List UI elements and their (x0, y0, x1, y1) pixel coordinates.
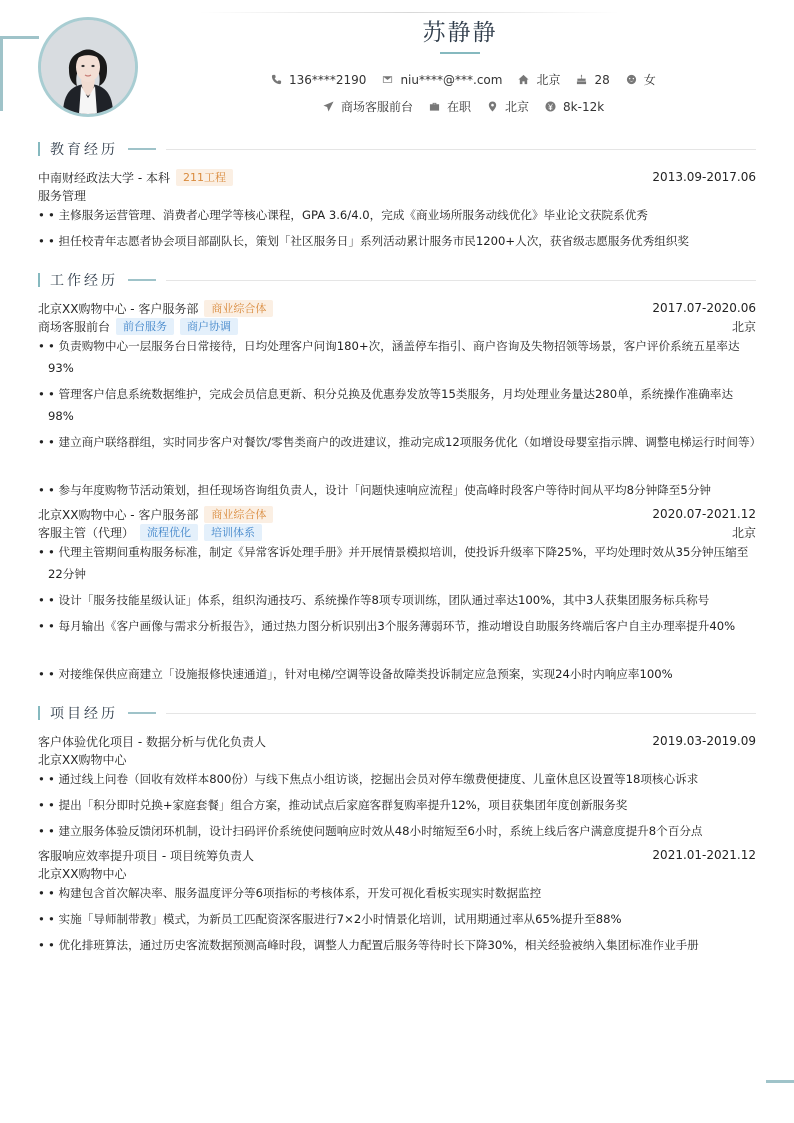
position-text: 商场客服前台 (341, 100, 414, 114)
project-bullet: • • 实施「导师制带教」模式，为新员工匹配资深客服进行7×2小时情景化培训，试用期通过率从65%提升至88% (38, 912, 622, 926)
job-bullet: • • 建立商户联络群组，实时同步客户对餐饮/零售类商户的改进建议，推动完成12项服务优化（如增设母婴室指示牌、调整电梯运行时间等） (38, 435, 762, 449)
section-accent (128, 712, 156, 714)
phone-item (271, 73, 366, 87)
job-role-row (38, 317, 756, 335)
project-title-row (38, 846, 756, 864)
job-intent-row (323, 98, 604, 115)
section-title: 工作经历 (50, 273, 118, 289)
job-bullet: • • 管理客户信息系统数据维护，完成会员信息更新、积分兑换及优惠券发放等15类服务，月均处理业务量达280单，系统操作准确率达98% (38, 387, 734, 423)
section-divider (166, 280, 756, 281)
section-title: 项目经历 (50, 706, 118, 722)
job-role: 客服主管（代理） (38, 525, 135, 540)
project-section-header (38, 704, 756, 722)
major: 服务管理 (38, 188, 87, 203)
home-icon (518, 74, 529, 85)
job-location: 北京 (731, 319, 756, 334)
project-title: 客户体验优化项目 - 数据分析与优化负责人 (38, 734, 266, 749)
job-bullet: • • 参与年度购物节活动策划，担任现场咨询组负责人，设计「问题快速响应流程」使高峰时段客户等待时间从平均8分钟降至5分钟 (38, 483, 711, 497)
job-bullet: • • 设计「服务技能星级认证」体系，组织沟通技巧、系统操作等8项专项训练，团队通过率达100%，其中3人获集团服务标兵称号 (38, 593, 710, 607)
section-divider (166, 713, 756, 714)
hometown-item (518, 71, 560, 88)
school-tag: 211工程 (176, 169, 233, 186)
role-tag: 培训体系 (204, 524, 262, 541)
avatar (38, 17, 138, 117)
salary-text: 8k-12k (563, 99, 605, 114)
company-name: 北京XX购物中心 - 客户服务部 (38, 507, 199, 522)
job-bullet: • • 每月输出《客户画像与需求分析报告》，通过热力图分析识别出3个服务薄弱环节，推动增设自助服务终端后客户自主办理率提升40% (38, 619, 736, 633)
project-bullet: • • 通过线上问卷（回收有效样本800份）与线下焦点小组访谈，挖掘出会员对停车缴费便捷度、儿童休息区设置等18项核心诉求 (38, 772, 699, 786)
job-company-row (38, 505, 756, 523)
school-name: 中南财经政法大学 - 本科 (38, 170, 170, 185)
project-org: 北京XX购物中心 (38, 752, 127, 767)
corner-decoration-bottom-right (766, 1025, 794, 1083)
cake-icon (576, 74, 587, 85)
send-icon (323, 101, 334, 112)
role-tag: 流程优化 (140, 524, 198, 541)
role-tag: 商户协调 (180, 318, 238, 335)
education-date: 2013.09-2017.06 (652, 170, 756, 184)
work-section-header (38, 271, 756, 289)
location-pin-icon (487, 101, 498, 112)
role-tag: 前台服务 (116, 318, 174, 335)
header-divider (200, 12, 620, 13)
city-item (487, 98, 529, 115)
candidate-name: 苏静静 (422, 20, 498, 46)
project-org-row (38, 750, 756, 768)
email-item (382, 73, 502, 87)
project-date: 2021.01-2021.12 (652, 848, 756, 862)
education-major-row (38, 186, 756, 204)
section-divider (166, 149, 756, 150)
project-bullet: • • 构建包含首次解决率、服务温度评分等6项指标的考核体系，开发可视化看板实现实时数据监控 (38, 886, 542, 900)
job-location: 北京 (731, 525, 756, 540)
status-text: 在职 (447, 100, 472, 114)
hometown-text: 北京 (536, 73, 561, 87)
project-bullet: • • 建立服务体验反馈闭环机制，设计扫码评价系统使问题响应时效从48小时缩短至6小时，系统上线后客户满意度提升8个百分点 (38, 824, 703, 838)
portrait-image (41, 20, 135, 114)
age-text: 28 (594, 72, 610, 87)
section-title: 教育经历 (50, 142, 118, 158)
project-title-row (38, 732, 756, 750)
corner-decoration-top-left (0, 36, 39, 111)
section-marker (38, 142, 40, 156)
project-org-row (38, 864, 756, 882)
education-school-row (38, 168, 756, 186)
project-date: 2019.03-2019.09 (652, 734, 756, 748)
email-icon (382, 74, 393, 85)
job-bullet: • • 代理主管期间重构服务标准，制定《异常客诉处理手册》并开展情景模拟培训，使投诉升级率下降25%，平均处理时效从35分钟压缩至22分钟 (38, 545, 749, 581)
company-tag: 商业综合体 (204, 506, 273, 523)
job-role: 商场客服前台 (38, 319, 111, 334)
phone-icon (271, 74, 282, 85)
company-name: 北京XX购物中心 - 客户服务部 (38, 301, 199, 316)
job-date: 2020.07-2021.12 (652, 507, 756, 521)
name-underline (440, 52, 480, 54)
money-icon (545, 101, 556, 112)
job-company-row (38, 299, 756, 317)
education-bullet: • • 主修服务运营管理、消费者心理学等核心课程，GPA 3.6/4.0，完成《商业场所服务动线优化》毕业论文获院系优秀 (38, 208, 648, 222)
email-text: niu****@***.com (400, 72, 503, 87)
section-marker (38, 706, 40, 720)
education-section-header (38, 140, 756, 158)
project-title: 客服响应效率提升项目 - 项目统筹负责人 (38, 848, 254, 863)
company-tag: 商业综合体 (204, 300, 273, 317)
job-role-row (38, 523, 756, 541)
salary-item (545, 100, 604, 114)
project-org: 北京XX购物中心 (38, 866, 127, 881)
position-item (323, 98, 413, 115)
status-item (429, 98, 471, 115)
gender-item (626, 71, 656, 88)
briefcase-icon (429, 101, 440, 112)
project-bullet: • • 优化排班算法，通过历史客流数据预测高峰时段，调整人力配置后服务等待时长下降30%，相关经验被纳入集团标准作业手册 (38, 938, 699, 952)
contact-info-row (271, 71, 656, 88)
gender-text: 女 (643, 73, 656, 87)
project-bullet: • • 提出「积分即时兑换+家庭套餐」组合方案，推动试点后家庭客群复购率提升12%，项目获集团年度创新服务奖 (38, 798, 628, 812)
education-bullet: • • 担任校青年志愿者协会项目部副队长，策划「社区服务日」系列活动累计服务市民1200+人次，获省级志愿服务优秀组织奖 (38, 234, 690, 248)
section-accent (128, 148, 156, 150)
job-bullet: • • 负责购物中心一层服务台日常接待，日均处理客户问询180+次，涵盖停车指引、商户咨询及失物招领等场景，客户评价系统五星率达93% (38, 339, 740, 375)
city-text: 北京 (505, 100, 530, 114)
smiley-icon (626, 74, 637, 85)
age-item (576, 73, 609, 87)
section-marker (38, 273, 40, 287)
job-date: 2017.07-2020.06 (652, 301, 756, 315)
section-accent (128, 279, 156, 281)
job-bullet: • • 对接维保供应商建立「设施报修快速通道」，针对电梯/空调等设备故障类投诉制定应急预案，实现24小时内响应率100% (38, 667, 673, 681)
phone-text: 136****2190 (289, 72, 367, 87)
